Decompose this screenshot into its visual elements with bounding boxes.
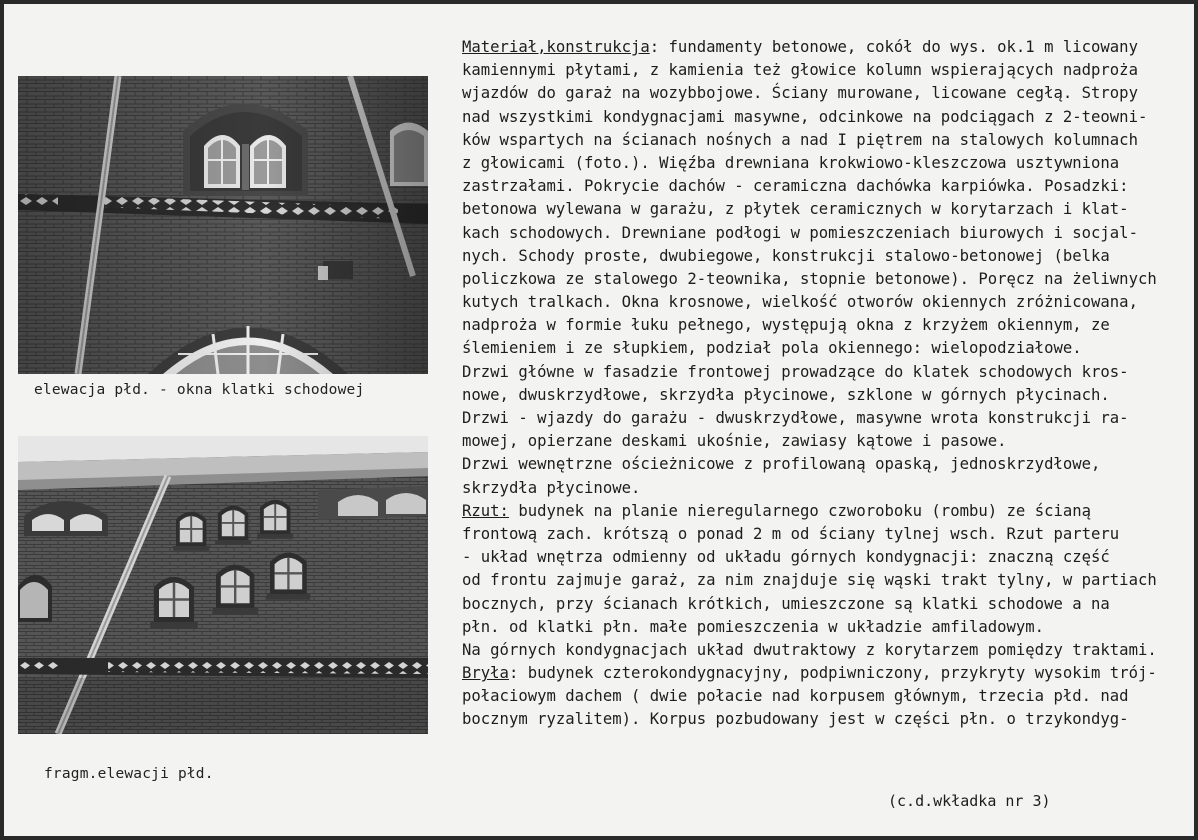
continuation-note: (c.d.wkładka nr 3) xyxy=(888,792,1051,810)
text-line xyxy=(462,314,1192,337)
section-heading: Materiał,konstrukcja xyxy=(462,38,650,56)
text-line xyxy=(462,430,1192,453)
line-text: bocznych, przy ścianach krótkich, umieszczone są klatki schodowe a na xyxy=(462,594,1110,613)
line-text: Drzwi wewnętrzne ościeżnicowe z profilowaną opaską, jednoskrzydłowe, xyxy=(462,455,1101,474)
text-line xyxy=(462,291,1192,314)
line-text: nych. Schody proste, dwubiegowe, konstrukcji stalowo-betonowej (belka xyxy=(462,246,1110,265)
text-line xyxy=(462,500,1192,523)
line-text: frontową zach. krótszą o ponad 2 m od ściany tylnej wsch. Rzut parteru xyxy=(462,524,1120,543)
line-text: : budynek czterokondygnacyjny, podpiwniczony, przykryty wysokim trój- xyxy=(508,664,1157,683)
photo-staircase-windows-image xyxy=(18,76,428,374)
text-line xyxy=(462,616,1192,639)
typewritten-text xyxy=(462,36,1192,732)
text-line xyxy=(462,175,1192,198)
photo-staircase-windows xyxy=(18,76,428,374)
text-line xyxy=(462,477,1192,500)
text-line xyxy=(462,407,1192,430)
text-line xyxy=(462,523,1192,546)
text-line xyxy=(462,685,1192,708)
line-text: Drzwi - wjazdy do garażu - dwuskrzydłowe, masywne wrota konstrukcji ra- xyxy=(462,409,1129,427)
line-text: połaciowym dachem ( dwie połacie nad korpusem głównym, trzecia płd. nad xyxy=(462,687,1129,706)
line-text: Drzwi główne w fasadzie frontowej prowadzące do klatek schodowych kros- xyxy=(462,362,1129,381)
line-text: bocznym ryzalitem). Korpus pozbudowany jest w części płn. o trzykondyg- xyxy=(462,710,1129,729)
text-line xyxy=(462,82,1192,105)
line-text: kutych tralkach. Okna krosnowe, wielkość otworów okiennych zróżnicowana, xyxy=(462,293,1138,312)
text-line xyxy=(462,662,1192,685)
line-text: skrzydła płycinowe. xyxy=(462,478,641,497)
photo-elevation-fragment xyxy=(18,436,428,734)
photo-caption-1: elewacja płd. - okna klatki schodowej xyxy=(34,382,365,398)
text-line xyxy=(462,268,1192,291)
line-text: ków wspartych na ścianach nośnych a nad I piętrem na stalowych kolumnach xyxy=(462,130,1138,149)
line-text: - układ wnętrza odmienny od układu górnych kondygnacji: znaczną część xyxy=(462,548,1110,567)
text-line xyxy=(462,36,1192,59)
line-text: płn. od klatki płn. małe pomieszczenia w układzie amfiladowym. xyxy=(462,617,1045,636)
text-line xyxy=(462,337,1192,360)
document-card xyxy=(4,4,1194,836)
photo-caption-2: fragm.elewacji płd. xyxy=(44,766,214,782)
photo-elevation-fragment-image xyxy=(18,436,428,734)
text-line xyxy=(462,198,1192,221)
line-text: wjazdów do garaż na wozybbojowe. Ściany murowane, licowane cegłą. Stropy xyxy=(462,84,1138,103)
line-text: mowej, opierzane deskami ukośnie, zawiasy kątowe i pasowe. xyxy=(462,432,1007,451)
line-text: nad wszystkimi kondygnacjami masywne, odcinkowe na podciągach z 2-teowni- xyxy=(462,107,1148,126)
line-text: budynek na planie nieregularnego czworoboku (rombu) ze ścianą xyxy=(508,501,1092,520)
line-text: : fundamenty betonowe, cokół do wys. ok.1 m licowany xyxy=(649,38,1138,56)
line-text: kach schodowych. Drewniane podłogi w pomieszczeniach biurowych i socjal- xyxy=(462,223,1138,242)
section-heading: Bryła xyxy=(462,664,509,683)
text-line xyxy=(462,59,1192,82)
line-text: od frontu zajmuje garaż, za nim znajduje się wąski trakt tylny, w partiach xyxy=(462,571,1157,590)
text-line xyxy=(462,152,1192,175)
text-line xyxy=(462,708,1192,731)
text-line xyxy=(462,129,1192,152)
line-text: betonowa wylewana w garażu, z płytek ceramicznych w korytarzach i klat- xyxy=(462,200,1129,219)
line-text: nadproża w formie łuku pełnego, występują okna z krzyżem okiennym, ze xyxy=(462,316,1110,335)
text-line xyxy=(462,546,1192,569)
text-line xyxy=(462,569,1192,592)
text-line xyxy=(462,384,1192,407)
line-text: z głowicami (foto.). Więźba drewniana krokwiowo-kleszczowa usztywniona xyxy=(462,153,1120,172)
text-line xyxy=(462,245,1192,268)
line-text: policzkowa ze stalowego 2-teownika, stopnie betonowe). Poręcz na żeliwnych xyxy=(462,269,1157,288)
text-line xyxy=(462,361,1192,384)
line-text: Na górnych kondygnacjach układ dwutraktowy z korytarzem pomiędzy traktami. xyxy=(462,640,1157,659)
text-line xyxy=(462,639,1192,662)
line-text: zastrzałami. Pokrycie dachów - ceramiczna dachówka karpiówka. Posadzki: xyxy=(462,177,1129,196)
line-text: ślemieniem i ze słupkiem, podział pola okiennego: wielopodziałowe. xyxy=(462,339,1082,358)
text-line xyxy=(462,453,1192,476)
text-line xyxy=(462,222,1192,245)
line-text: nowe, dwuskrzydłowe, skrzydła płycinowe, szklone w górnych płycinach. xyxy=(462,385,1110,404)
text-line xyxy=(462,593,1192,616)
section-heading: Rzut: xyxy=(462,501,509,520)
text-line xyxy=(462,106,1192,129)
line-text: kamiennymi płytami, z kamienia też głowice kolumn wspierających nadproża xyxy=(462,61,1138,80)
